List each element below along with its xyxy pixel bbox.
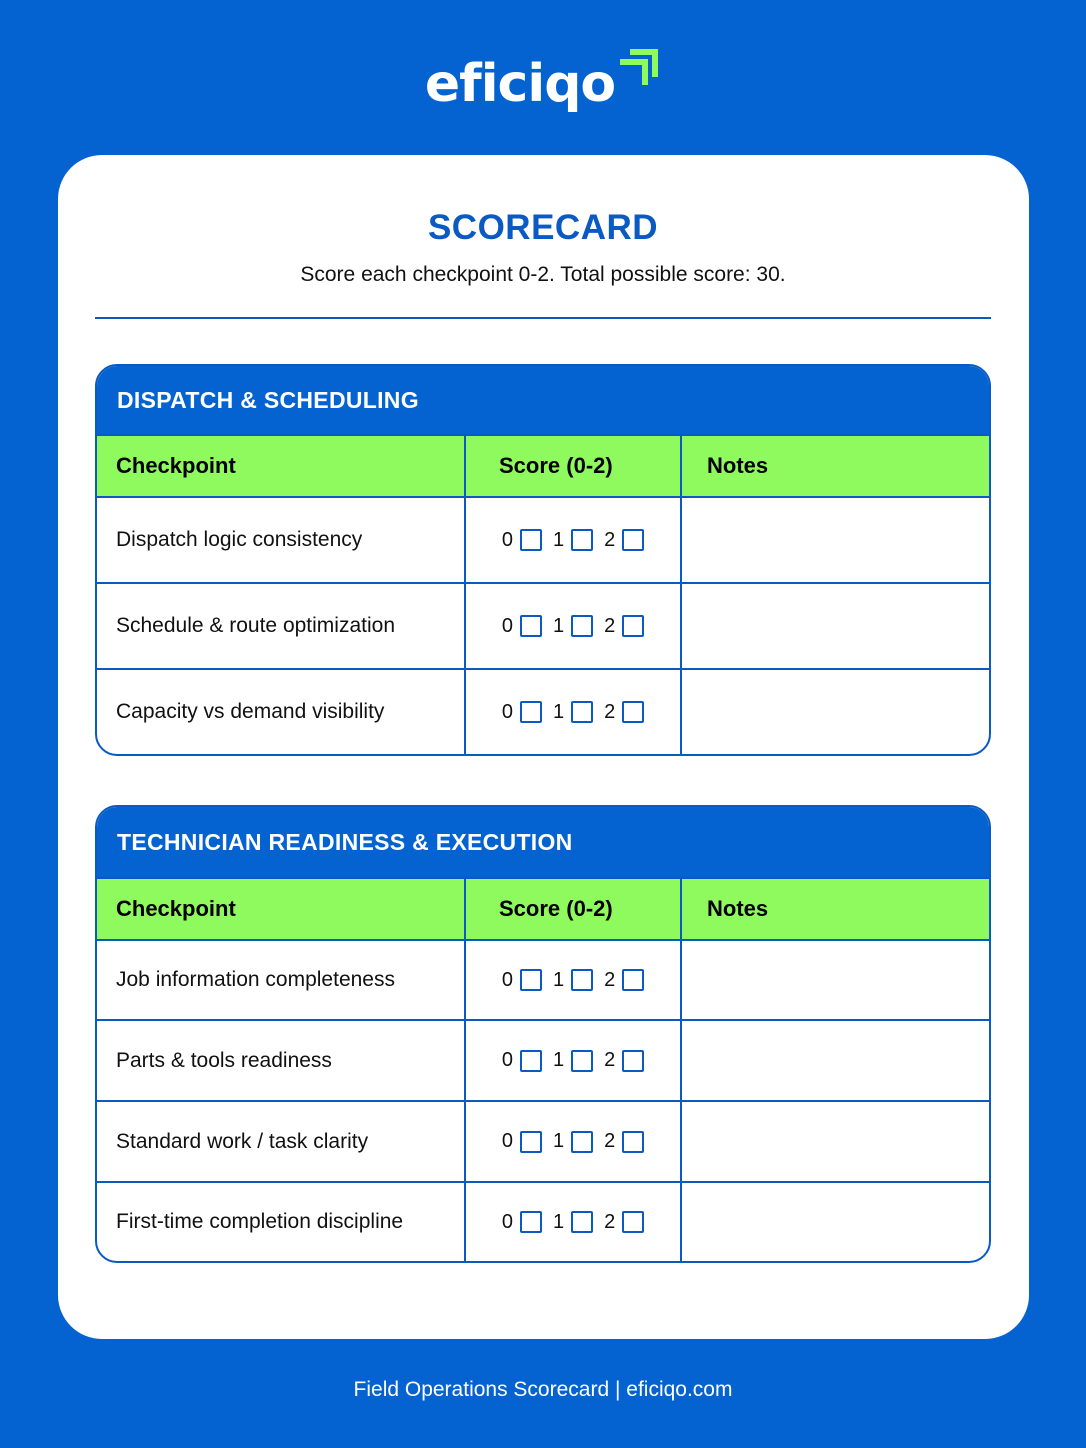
score-checkbox-0[interactable] [520, 1211, 542, 1233]
score-checkbox-2[interactable] [622, 1050, 644, 1072]
column-header-notes: Notes [707, 453, 769, 478]
score-checkbox-1[interactable] [571, 1131, 593, 1153]
brand-logo [0, 44, 1086, 124]
score-option-label: 0 [501, 1130, 513, 1152]
score-option-label: 0 [501, 1210, 513, 1233]
divider [95, 317, 991, 319]
checkpoint-label: Standard work / task clarity [97, 1102, 466, 1181]
column-header-checkpoint: Checkpoint [97, 879, 466, 939]
score-checkbox-2[interactable] [622, 1131, 644, 1153]
column-header-score: Score (0-2) [466, 879, 682, 939]
footer-text: Field Operations Scorecard | eficiqo.com [353, 1378, 733, 1401]
score-option-label: 1 [552, 1130, 565, 1152]
checkpoint-label: Parts & tools readiness [97, 1021, 466, 1100]
score-option-label: 2 [604, 968, 616, 991]
notes-field[interactable] [682, 941, 989, 1019]
notes-field[interactable] [682, 1183, 989, 1261]
table-header [97, 434, 989, 496]
score-option-label: 2 [604, 1210, 616, 1233]
score-checkbox-1[interactable] [571, 1050, 593, 1072]
score-option-label: 1 [552, 700, 565, 723]
column-header-score: Score (0-2) [466, 436, 682, 496]
score-option-label: 1 [552, 1210, 565, 1233]
table-row [97, 668, 989, 754]
score-option-label: 2 [604, 700, 616, 723]
checkpoint-label: Dispatch logic consistency [97, 498, 466, 582]
column-header-checkpoint: Checkpoint [97, 436, 466, 496]
section-technician-readiness [95, 805, 991, 1263]
score-checkbox-1[interactable] [571, 969, 593, 991]
score-checkbox-0[interactable] [520, 529, 542, 551]
score-option-label: 0 [501, 1049, 513, 1071]
score-option-label: 2 [604, 1130, 616, 1152]
page-title: SCORECARD [427, 208, 659, 247]
section-title: DISPATCH & SCHEDULING [97, 366, 989, 434]
score-option-label: 0 [501, 614, 513, 637]
score-checkbox-2[interactable] [622, 615, 644, 637]
score-checkbox-0[interactable] [520, 969, 542, 991]
section-title: TECHNICIAN READINESS & EXECUTION [97, 807, 989, 877]
score-option-label: 0 [501, 968, 513, 991]
score-checkbox-0[interactable] [520, 615, 542, 637]
score-option-label: 1 [552, 614, 565, 637]
score-checkbox-0[interactable] [520, 1050, 542, 1072]
score-checkbox-2[interactable] [622, 1211, 644, 1233]
score-option-label: 1 [552, 968, 565, 991]
checkpoint-label: Capacity vs demand visibility [97, 670, 466, 754]
checkpoint-label: Job information completeness [97, 941, 466, 1019]
notes-field[interactable] [682, 584, 989, 668]
score-option-label: 2 [604, 614, 616, 637]
table-row [97, 939, 989, 1019]
brand-name: eficiqo [424, 54, 616, 114]
score-checkbox-2[interactable] [622, 701, 644, 723]
score-option-label: 2 [604, 528, 616, 551]
score-options [466, 1021, 682, 1100]
score-options [466, 1102, 682, 1181]
arrow-up-right-icon [619, 46, 661, 86]
score-checkbox-1[interactable] [571, 1211, 593, 1233]
notes-field[interactable] [682, 670, 989, 754]
page-subtitle: Score each checkpoint 0-2. Total possible score: 30. [300, 263, 786, 286]
score-option-label: 0 [501, 528, 513, 551]
score-options [466, 670, 682, 754]
checkpoint-label: Schedule & route optimization [97, 584, 466, 668]
score-option-label: 1 [552, 528, 565, 551]
score-checkbox-0[interactable] [520, 1131, 542, 1153]
score-options [466, 1183, 682, 1261]
column-header-notes: Notes [707, 896, 769, 921]
score-checkbox-1[interactable] [571, 615, 593, 637]
score-checkbox-2[interactable] [622, 969, 644, 991]
score-options [466, 584, 682, 668]
table-row [97, 582, 989, 668]
score-checkbox-2[interactable] [622, 529, 644, 551]
score-checkbox-1[interactable] [571, 701, 593, 723]
notes-field[interactable] [682, 1102, 989, 1181]
score-checkbox-0[interactable] [520, 701, 542, 723]
score-option-label: 2 [604, 1049, 616, 1071]
table-row [97, 1100, 989, 1181]
table-header [97, 877, 989, 939]
table-row [97, 1019, 989, 1100]
table-row [97, 496, 989, 582]
section-dispatch-scheduling [95, 364, 991, 756]
table-row [97, 1181, 989, 1261]
checkpoint-label: First-time completion discipline [97, 1183, 466, 1261]
notes-field[interactable] [682, 1021, 989, 1100]
score-checkbox-1[interactable] [571, 529, 593, 551]
notes-field[interactable] [682, 498, 989, 582]
score-options [466, 941, 682, 1019]
score-option-label: 1 [552, 1049, 565, 1071]
score-options [466, 498, 682, 582]
score-option-label: 0 [501, 700, 513, 723]
